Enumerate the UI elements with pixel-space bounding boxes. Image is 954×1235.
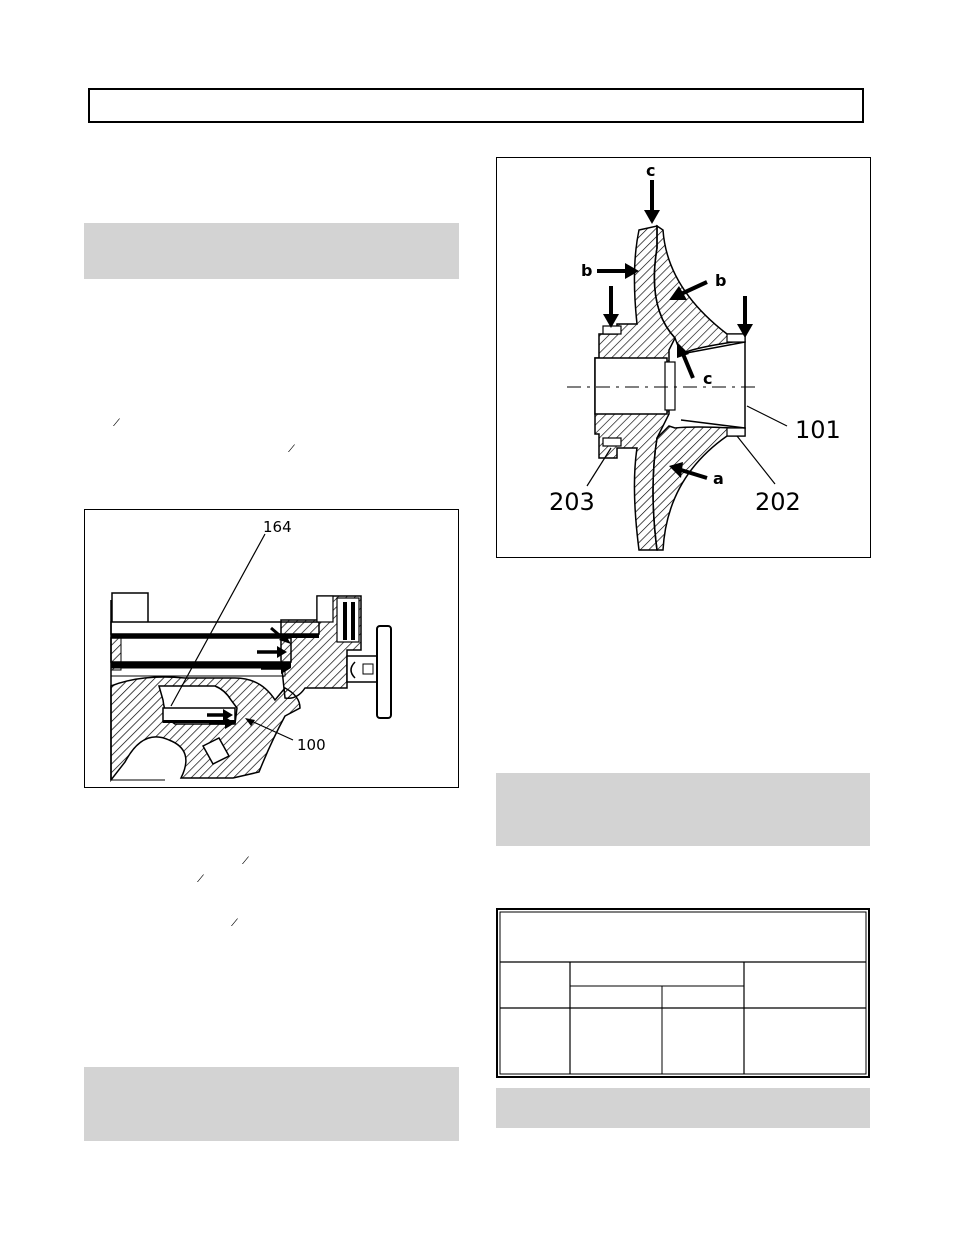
notice-bar-bottom-right bbox=[496, 1088, 870, 1128]
label-b-left: b bbox=[581, 261, 593, 280]
impeller-drawing bbox=[497, 158, 870, 557]
label-c-top: c bbox=[646, 161, 656, 180]
label-164: 164 bbox=[263, 518, 292, 536]
arrow-b-left bbox=[597, 263, 639, 279]
fraction-mark: ⁄ bbox=[234, 917, 236, 929]
spec-table-grid bbox=[498, 910, 868, 1076]
arrow-down-eye bbox=[737, 296, 753, 338]
impeller-bore bbox=[595, 358, 667, 414]
label-a: a bbox=[713, 469, 724, 488]
fraction-mark: ⁄ bbox=[291, 443, 293, 455]
arrow-c-top bbox=[644, 180, 660, 224]
label-100: 100 bbox=[297, 736, 326, 754]
label-b-right: b bbox=[715, 271, 727, 290]
leader-101 bbox=[747, 406, 787, 426]
notice-bar-top-left bbox=[84, 223, 459, 279]
notice-bar-middle-right bbox=[496, 773, 870, 846]
spec-table-frame bbox=[496, 908, 870, 1078]
label-101: 101 bbox=[795, 416, 841, 444]
page-header-box bbox=[88, 88, 864, 123]
label-202: 202 bbox=[755, 488, 801, 516]
top-block bbox=[112, 593, 148, 623]
leader-202 bbox=[737, 436, 775, 484]
discharge-flange bbox=[377, 626, 391, 718]
label-203: 203 bbox=[549, 488, 595, 516]
notice-bar-bottom-left bbox=[84, 1067, 459, 1141]
fraction-mark: ⁄ bbox=[245, 855, 247, 867]
arrow-down-hub bbox=[603, 286, 619, 328]
impeller-figure bbox=[496, 157, 871, 558]
fraction-mark: ⁄ bbox=[200, 873, 202, 885]
fraction-mark: ⁄ bbox=[116, 417, 118, 429]
casing-drawing bbox=[85, 510, 458, 787]
casing-figure bbox=[84, 509, 459, 788]
impeller-front-shroud-lower bbox=[653, 426, 745, 550]
label-c-inner: c bbox=[703, 369, 713, 388]
